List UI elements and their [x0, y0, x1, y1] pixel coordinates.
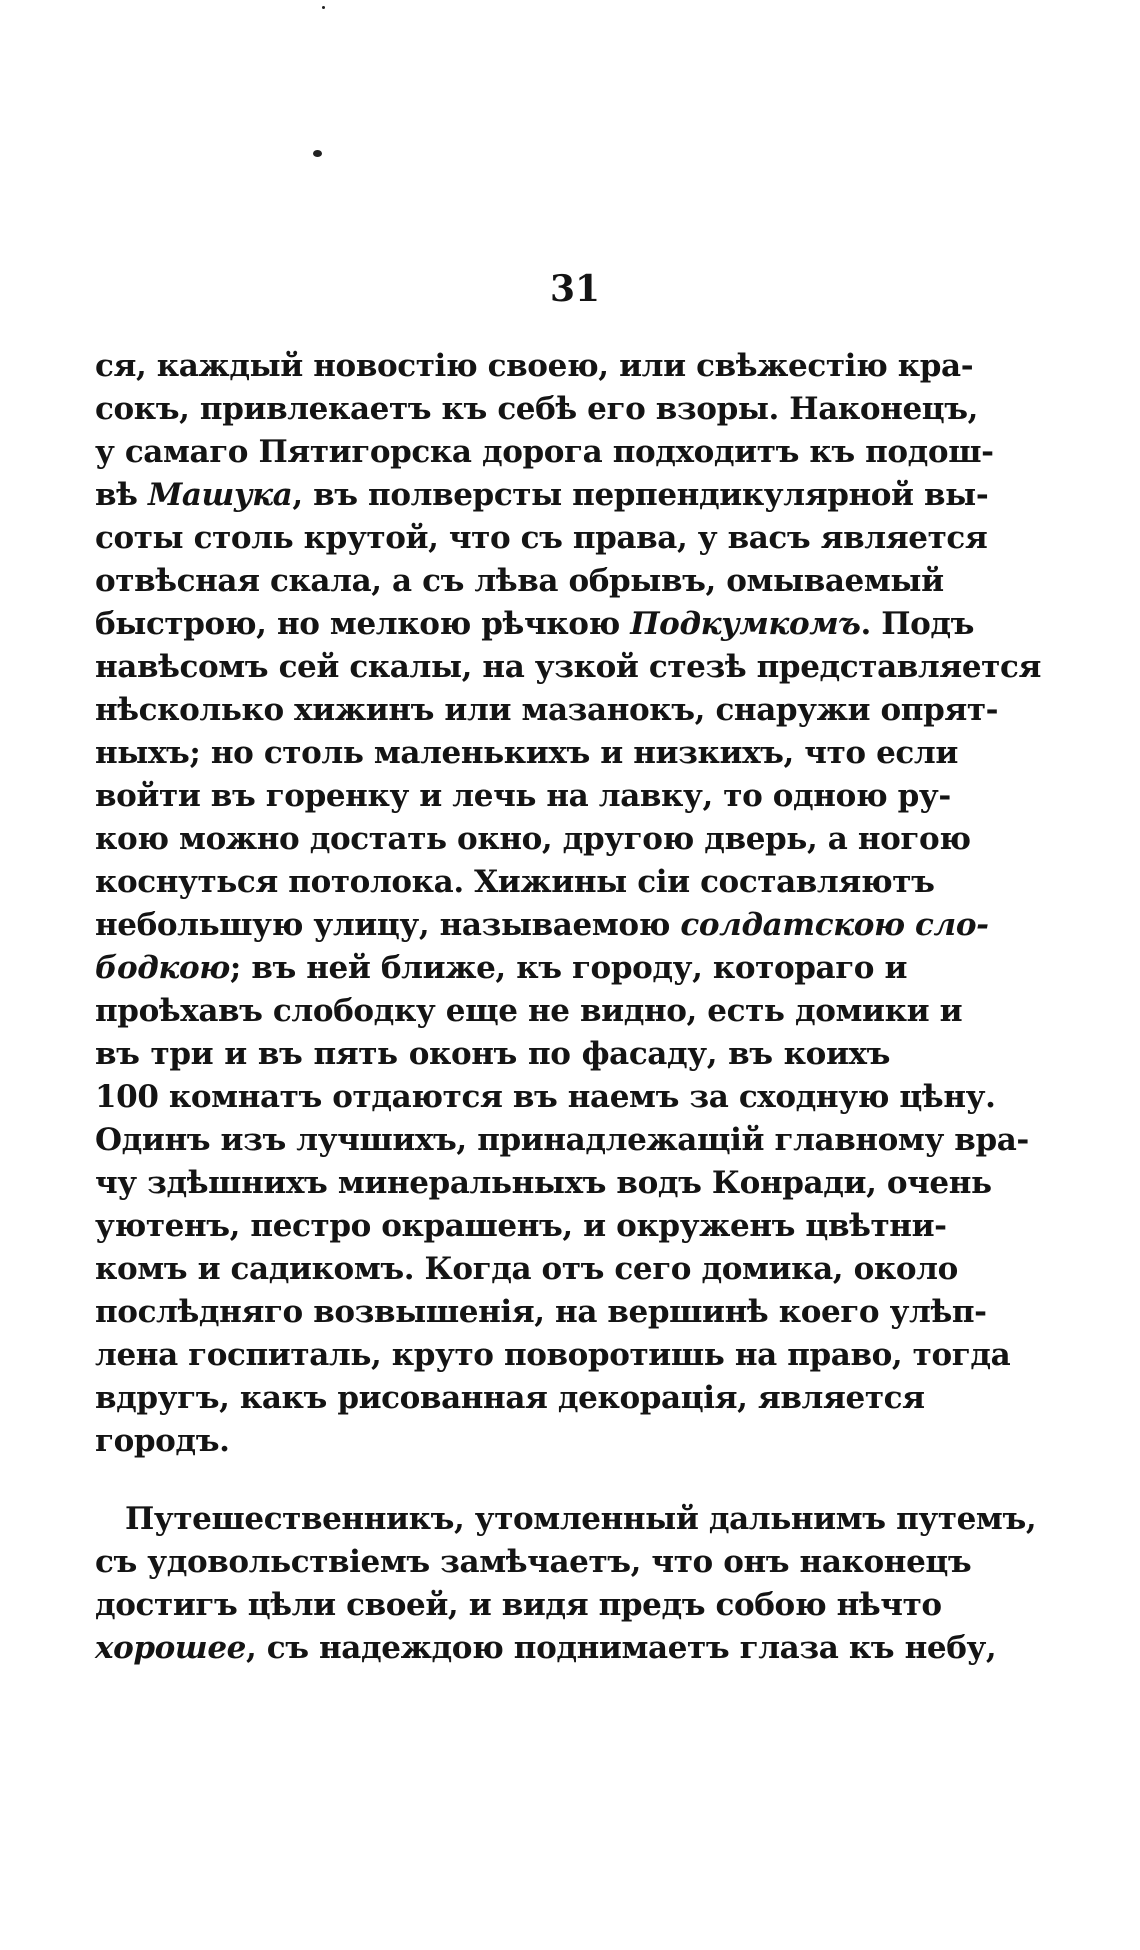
text-line [95, 517, 988, 560]
text-segment: вдругъ, какъ рисованная декорація, является [95, 1380, 925, 1416]
text-segment: комъ и садикомъ. Когда отъ сего домика, около [95, 1251, 958, 1287]
text-line [95, 1076, 996, 1119]
text-segment: , съ надеждою поднимаетъ глаза къ небу, [245, 1630, 997, 1666]
text-line [95, 818, 971, 861]
text-line [95, 1584, 942, 1627]
text-line [95, 560, 944, 603]
text-segment: небольшую улицу, называемою [95, 907, 681, 943]
text-line [95, 474, 989, 517]
text-segment: чу здѣшнихъ минеральныхъ водъ Конради, очень [95, 1165, 992, 1201]
text-segment: быстрою, но мелкою рѣчкою [95, 606, 631, 642]
text-segment: послѣдняго возвышенія, на вершинѣ коего улѣп- [95, 1294, 987, 1330]
text-segment: достигъ цѣли своей, и видя предъ собою нѣчто [95, 1587, 942, 1623]
scan-speck [313, 150, 322, 157]
text-segment: навѣсомъ сей скалы, на узкой стезѣ представляется [95, 649, 1041, 685]
text-segment: , въ полверсты перпендикулярной вы- [292, 477, 989, 513]
text-segment: ; въ ней ближе, къ городу, котораго и [229, 950, 908, 986]
text-segment: ся, каждый новостію своею, или свѣжестію кра- [95, 348, 974, 384]
text-segment: уютенъ, пестро окрашенъ, и окруженъ цвѣтни- [95, 1208, 947, 1244]
page-number: 31 [549, 268, 601, 310]
text-segment: соты столь крутой, что съ права, у васъ является [95, 520, 988, 556]
text-line [95, 689, 999, 732]
text-line [95, 1119, 1029, 1162]
paragraph-2 [95, 1498, 1037, 1670]
text-line [95, 1541, 972, 1584]
text-line [95, 1033, 890, 1076]
text-segment: . Подъ [860, 606, 975, 642]
scan-speck [322, 6, 325, 9]
italic-text: хорошее [95, 1630, 246, 1666]
text-segment: городъ. [95, 1423, 230, 1459]
text-segment: сокъ, привлекаетъ къ себѣ его взоры. Наконецъ, [95, 391, 979, 427]
text-segment: нѣсколько хижинъ или мазанокъ, снаружи опрят- [95, 692, 999, 728]
text-line [95, 904, 989, 947]
text-line [95, 1498, 1037, 1541]
text-line [95, 431, 994, 474]
text-line [95, 646, 1041, 689]
text-line [95, 1248, 958, 1291]
text-line [95, 603, 975, 646]
text-segment: кою можно достать окно, другою дверь, а ногою [95, 821, 971, 857]
text-line [95, 732, 958, 775]
text-segment: вѣ [95, 477, 148, 513]
text-line [95, 1291, 987, 1334]
text-line [95, 1205, 947, 1248]
text-segment: 100 комнатъ отдаются въ наемъ за сходную цѣну. [95, 1079, 996, 1115]
paragraph-1 [95, 345, 1041, 1463]
text-line [95, 1334, 1011, 1377]
text-segment: Путешественникъ, утомленный дальнимъ путемъ, [125, 1501, 1037, 1537]
text-segment: Одинъ изъ лучшихъ, принадлежащій главному вра- [95, 1122, 1029, 1158]
text-segment: отвѣсная скала, а съ лѣва обрывъ, омываемый [95, 563, 944, 599]
italic-text: бодкою [95, 950, 230, 986]
text-segment: съ удовольствіемъ замѣчаетъ, что онъ наконецъ [95, 1544, 972, 1580]
text-segment: у самаго Пятигорска дорога подходитъ къ подош- [95, 434, 994, 470]
text-line [95, 1377, 925, 1420]
text-segment: проѣхавъ слободку еще не видно, есть домики и [95, 993, 963, 1029]
text-line [95, 1420, 890, 1463]
italic-text: Подкумкомъ [630, 606, 861, 642]
text-segment: лена госпиталь, круто поворотишь на право, тогда [95, 1337, 1011, 1373]
text-line [95, 775, 951, 818]
text-segment: ныхъ; но столь маленькихъ и низкихъ, что если [95, 735, 958, 771]
text-segment: коснуться потолока. Хижины сіи составляютъ [95, 864, 935, 900]
text-line [95, 861, 935, 904]
text-segment: въ три и въ пять оконъ по фасаду, въ коихъ [95, 1036, 890, 1072]
text-line [95, 388, 979, 431]
italic-text: Машука [147, 477, 293, 513]
text-segment: войти въ горенку и лечь на лавку, то одною ру- [95, 778, 951, 814]
text-line [95, 345, 974, 388]
italic-text: солдатскою сло- [680, 907, 989, 943]
text-line [95, 1627, 997, 1670]
text-line [95, 990, 963, 1033]
text-line [95, 947, 908, 990]
text-line [95, 1162, 992, 1205]
